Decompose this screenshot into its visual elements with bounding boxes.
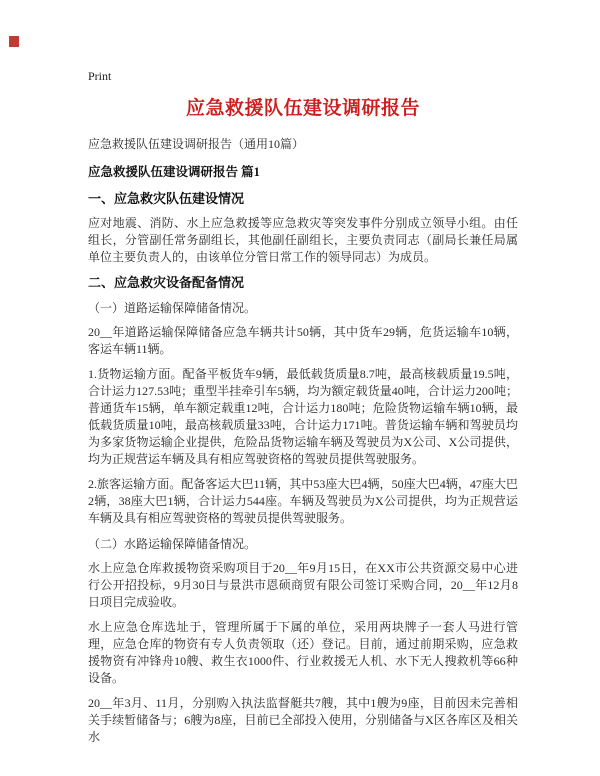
sub-heading-road-transport: （一）道路运输保障储备情况。: [88, 301, 257, 315]
red-marker-square: [9, 36, 19, 47]
piece-heading: 应急救援队伍建设调研报告 篇1: [88, 165, 260, 179]
paragraph-warehouse-management: 水上应急仓库选址于，管理所属于下属的单位，采用两块牌子一套人马进行管理，应急仓库的物资有专人负责领取（还）登记。目前，通过前期采购，应急救援物资有冲锋舟10艘、救生衣1000件、行业救援无人机、水下无人搜救机等66种设备。: [88, 620, 518, 685]
sub-heading-water-transport: （二）水路运输保障储备情况。: [88, 537, 257, 551]
paragraph-leadership: 应对地震、消防、水上应急救援等应急救灾等突发事件分别成立领导小组。由任组长，分管副任常务副组长，其他副任副组长，主要负责同志（副局长兼任局属单位主要负责人的，由该单位分管日常工作的领导同志）为成员。: [88, 216, 518, 264]
print-link[interactable]: Print: [88, 69, 112, 83]
paragraph-freight-transport: 1.货物运输方面。配备平板货车9辆，最低载货质量8.7吨，最高核载质量19.5吨，合计运力127.53吨；重型半挂牵引车5辆，均为额定载货量40吨，合计运力200吨；普通货车15辆，单车额定载重12吨，合计运力180吨；危险货物运输车辆10辆，最低载货质量10吨，最高核载质量33吨，合计运力171吨。普货运输车辆和驾驶员均为多家货物运输企业提供，危险品货物运输车辆及驾驶员为X公司、X公司提供，均为正规营运车辆及具有相应驾驶资格的驾驶员提供驾驶服务。: [88, 367, 518, 466]
section-heading-1: 一、应急救灾队伍建设情况: [88, 191, 245, 206]
document-content: [88, 0, 518, 746]
section-heading-2: 二、应急救灾设备配备情况: [88, 275, 245, 290]
paragraph-warehouse-procurement: 水上应急仓库救援物资采购项目于20__年9月15日，在XX市公共资源交易中心进行公开招投标，9月30日与景洪市恩硕商贸有限公司签订采购合同，20__年12月8日项目完成验收。: [88, 561, 518, 609]
paragraph-patrol-boats: 20__年3月、11月，分别购入执法监督艇共7艘，其中1艘为9座，目前因未完善相关手续暂储备与；6艘为8座，目前已全部投入使用，分别储备与X区各库区及相关水: [88, 696, 518, 744]
doc-subtitle: 应急救援队伍建设调研报告（通用10篇）: [88, 137, 305, 151]
paragraph-passenger-transport: 2.旅客运输方面。配备客运大巴11辆，其中53座大巴4辆，50座大巴4辆，47座大巴2辆，38座大巴1辆，合计运力544座。车辆及驾驶员为X公司提供，均为正规营运车辆及具有相应驾驶资格的驾驶员提供驾驶服务。: [88, 477, 518, 525]
paragraph-vehicle-totals: 20__年道路运输保障储备应急车辆共计50辆，其中货车29辆，危货运输车10辆，客运车辆11辆。: [88, 325, 518, 356]
page-title: 应急救援队伍建设调研报告: [185, 98, 420, 119]
